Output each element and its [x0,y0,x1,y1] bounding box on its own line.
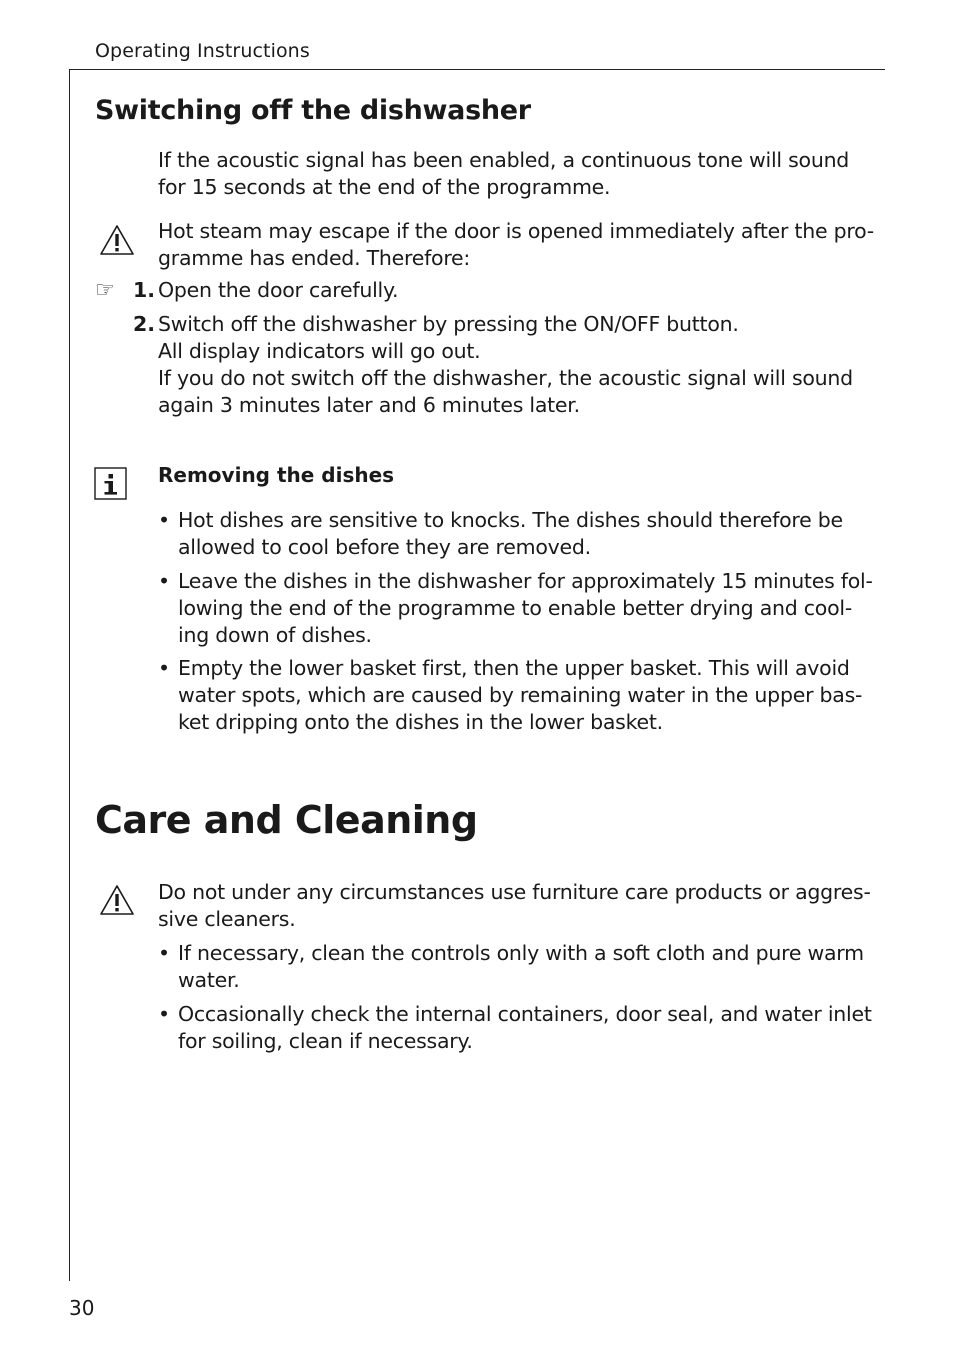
step-text [158,311,868,419]
intro-paragraph [158,147,868,201]
text-line: ing down of dishes. [178,623,372,647]
text-line: Open the door carefully. [158,278,399,302]
warning-paragraph-steam [158,218,874,272]
chapter-heading-care-cleaning: Care and Cleaning [95,798,478,842]
warning-paragraph-cleaners [158,879,871,933]
text-line: water spots, which are caused by remaining water in the upper bas- [178,683,863,707]
text-line: sive cleaners. [158,907,296,931]
text-line: Leave the dishes in the dishwasher for approximately 15 minutes fol- [178,569,873,593]
pointing-hand-icon: ☞ [95,278,115,303]
text-line: again 3 minutes later and 6 minutes later. [158,393,580,417]
text-line: Empty the lower basket first, then the upper basket. This will avoid [178,656,850,680]
margin-rule [69,69,70,1281]
info-icon [94,467,128,501]
warning-icon [99,224,135,256]
text-line: Occasionally check the internal containers, door seal, and water inlet [178,1002,872,1026]
subheading-removing-dishes: Removing the dishes [158,463,395,487]
text-line: allowed to cool before they are removed. [178,535,591,559]
section-heading-switching-off: Switching off the dishwasher [95,95,531,126]
list-item [178,655,868,736]
bullet-marker: • [158,656,171,680]
bullet-marker: • [158,1002,171,1026]
list-item [178,507,868,561]
text-line: Hot dishes are sensitive to knocks. The dishes should therefore be [178,508,843,532]
list-item [178,940,868,994]
warning-icon [99,884,135,916]
bullet-marker: • [158,508,171,532]
text-line: for soiling, clean if necessary. [178,1029,473,1053]
text-line: Do not under any circumstances use furniture care products or aggres- [158,880,871,904]
text-line: If necessary, clean the controls only with a soft cloth and pure warm [178,941,864,965]
step-number: 1. [133,278,156,302]
page-number: 30 [69,1296,95,1320]
step-number: 2. [133,312,156,336]
running-header: Operating Instructions [95,40,310,62]
text-line: water. [178,968,240,992]
bullet-marker: • [158,569,171,593]
step-text [158,277,868,304]
text-line: for 15 seconds at the end of the programme. [158,175,611,199]
text-line: All display indicators will go out. [158,339,481,363]
list-item [178,1001,872,1055]
text-line: If you do not switch off the dishwasher, the acoustic signal will sound [158,366,853,390]
header-rule [69,69,885,70]
text-line: lowing the end of the programme to enable better drying and cool- [178,596,852,620]
text-line: Switch off the dishwasher by pressing the ON/OFF button. [158,312,739,336]
list-item [178,568,873,649]
text-line: If the acoustic signal has been enabled, a continuous tone will sound [158,148,850,172]
bullet-marker: • [158,941,171,965]
text-line: gramme has ended. Therefore: [158,246,471,270]
text-line: ket dripping onto the dishes in the lower basket. [178,710,663,734]
text-line: Hot steam may escape if the door is opened immediately after the pro- [158,219,874,243]
